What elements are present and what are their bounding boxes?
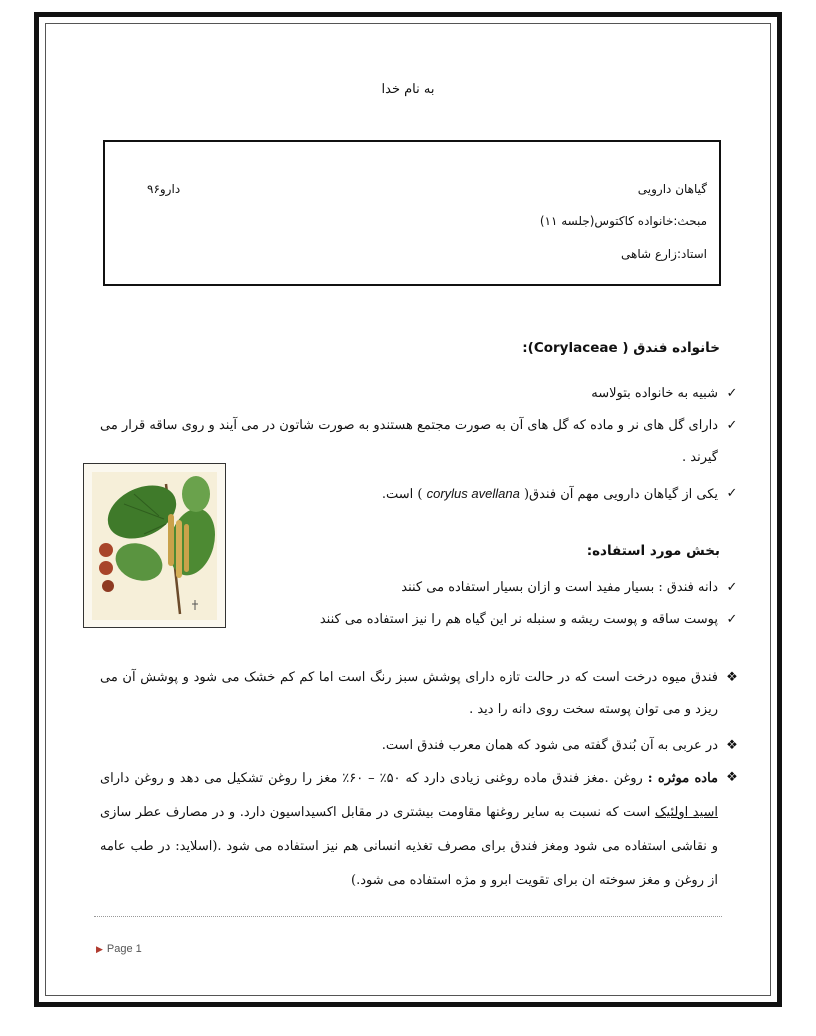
list-item-text: دانه فندق : بسیار مفید است و ازان بسیار استفاده می کنند	[401, 580, 718, 595]
course-subject: گیاهان دارویی	[637, 182, 707, 196]
lesson-topic: مبحث:خانواده کاکتوس(جلسه ۱۱)	[539, 214, 707, 228]
checkmark-icon: ✓	[726, 612, 738, 627]
list-item	[100, 378, 740, 410]
list-item-text: دارای گل های نر و ماده که گل های آن به صورت مجتمع هستندو به صورت شاتون در می آیند و روی ساقه قرار می گیرند .	[100, 418, 718, 465]
note-item	[100, 662, 740, 726]
checkmark-icon: ✓	[726, 580, 738, 595]
list-item	[180, 572, 740, 604]
list-item-text	[255, 478, 718, 511]
note-text	[100, 762, 718, 898]
list-item-text: شبیه به خانواده بتولاسه	[591, 386, 718, 401]
section-heading-family: خانواده فندق ( Corylaceae):	[522, 340, 720, 356]
checkmark-icon: ✓	[726, 486, 738, 501]
instructor-name: استاد:زارع شاهی	[621, 247, 707, 261]
page-title: به نام خدا	[381, 82, 435, 97]
list-item	[255, 478, 740, 510]
checkmark-icon: ✓	[726, 418, 738, 433]
note-item	[100, 762, 740, 898]
checkmark-icon: ✓	[726, 386, 738, 401]
course-code: دارو۹۶	[147, 182, 181, 196]
diamond-bullet-icon: ❖	[726, 670, 738, 685]
page-number: Page 1	[106, 943, 142, 955]
diamond-bullet-icon: ❖	[726, 738, 738, 753]
list-item-text-part: ) است.	[381, 487, 427, 502]
note-text-part: روغن .مغز فندق ماده روغنی زیادی دارد که ۵۰٪ – ۶۰٪ مغز را روغن تشکیل می دهد و روغن دارای	[100, 771, 648, 786]
oleic-acid-link[interactable]: اسید اولئیک	[654, 805, 719, 820]
species-name: corylus avellana	[426, 486, 520, 501]
list-item-text-part: یکی از گیاهان دارویی مهم آن فندق(	[519, 487, 718, 502]
diamond-bullet-icon: ❖	[726, 770, 738, 785]
note-item	[100, 730, 740, 762]
list-item	[180, 604, 740, 636]
note-text: فندق میوه درخت است که در حالت تازه دارای پوشش سبز رنگ است اما کم کم خشک می شود و پوشش آن می ریزد و می توان پوسته سخت روی دانه را دید .	[100, 670, 718, 717]
footer-divider	[94, 916, 722, 917]
course-info-box	[103, 140, 721, 286]
list-item-text: پوست ساقه و پوست ریشه و سنبله نر این گیاه هم را نیز استفاده می کنند	[319, 612, 718, 627]
triangle-right-icon: ▶	[96, 944, 103, 954]
section-heading-used-part: بخش مورد استفاده:	[586, 543, 720, 559]
note-text: در عربی به آن بُندق گفته می شود که همان معرب فندق است.	[381, 738, 718, 753]
active-ingredient-label: ماده موثره :	[647, 771, 719, 786]
note-text-part: است که نسبت به سایر روغنها مقاومت بیشتری در مقابل اکسیداسیون دارد. و در مصارف عطر سازی و نقاشی استفاده می شود ومغز فندق برای مصرف تغذیه انسانی هم نیز استفاده می شود .(اسلاید: در طب عامه از روغن و مغز سوخته ان برای تقویت ابرو و مژه استفاده می شود.)	[100, 805, 718, 888]
page-footer	[96, 943, 142, 955]
